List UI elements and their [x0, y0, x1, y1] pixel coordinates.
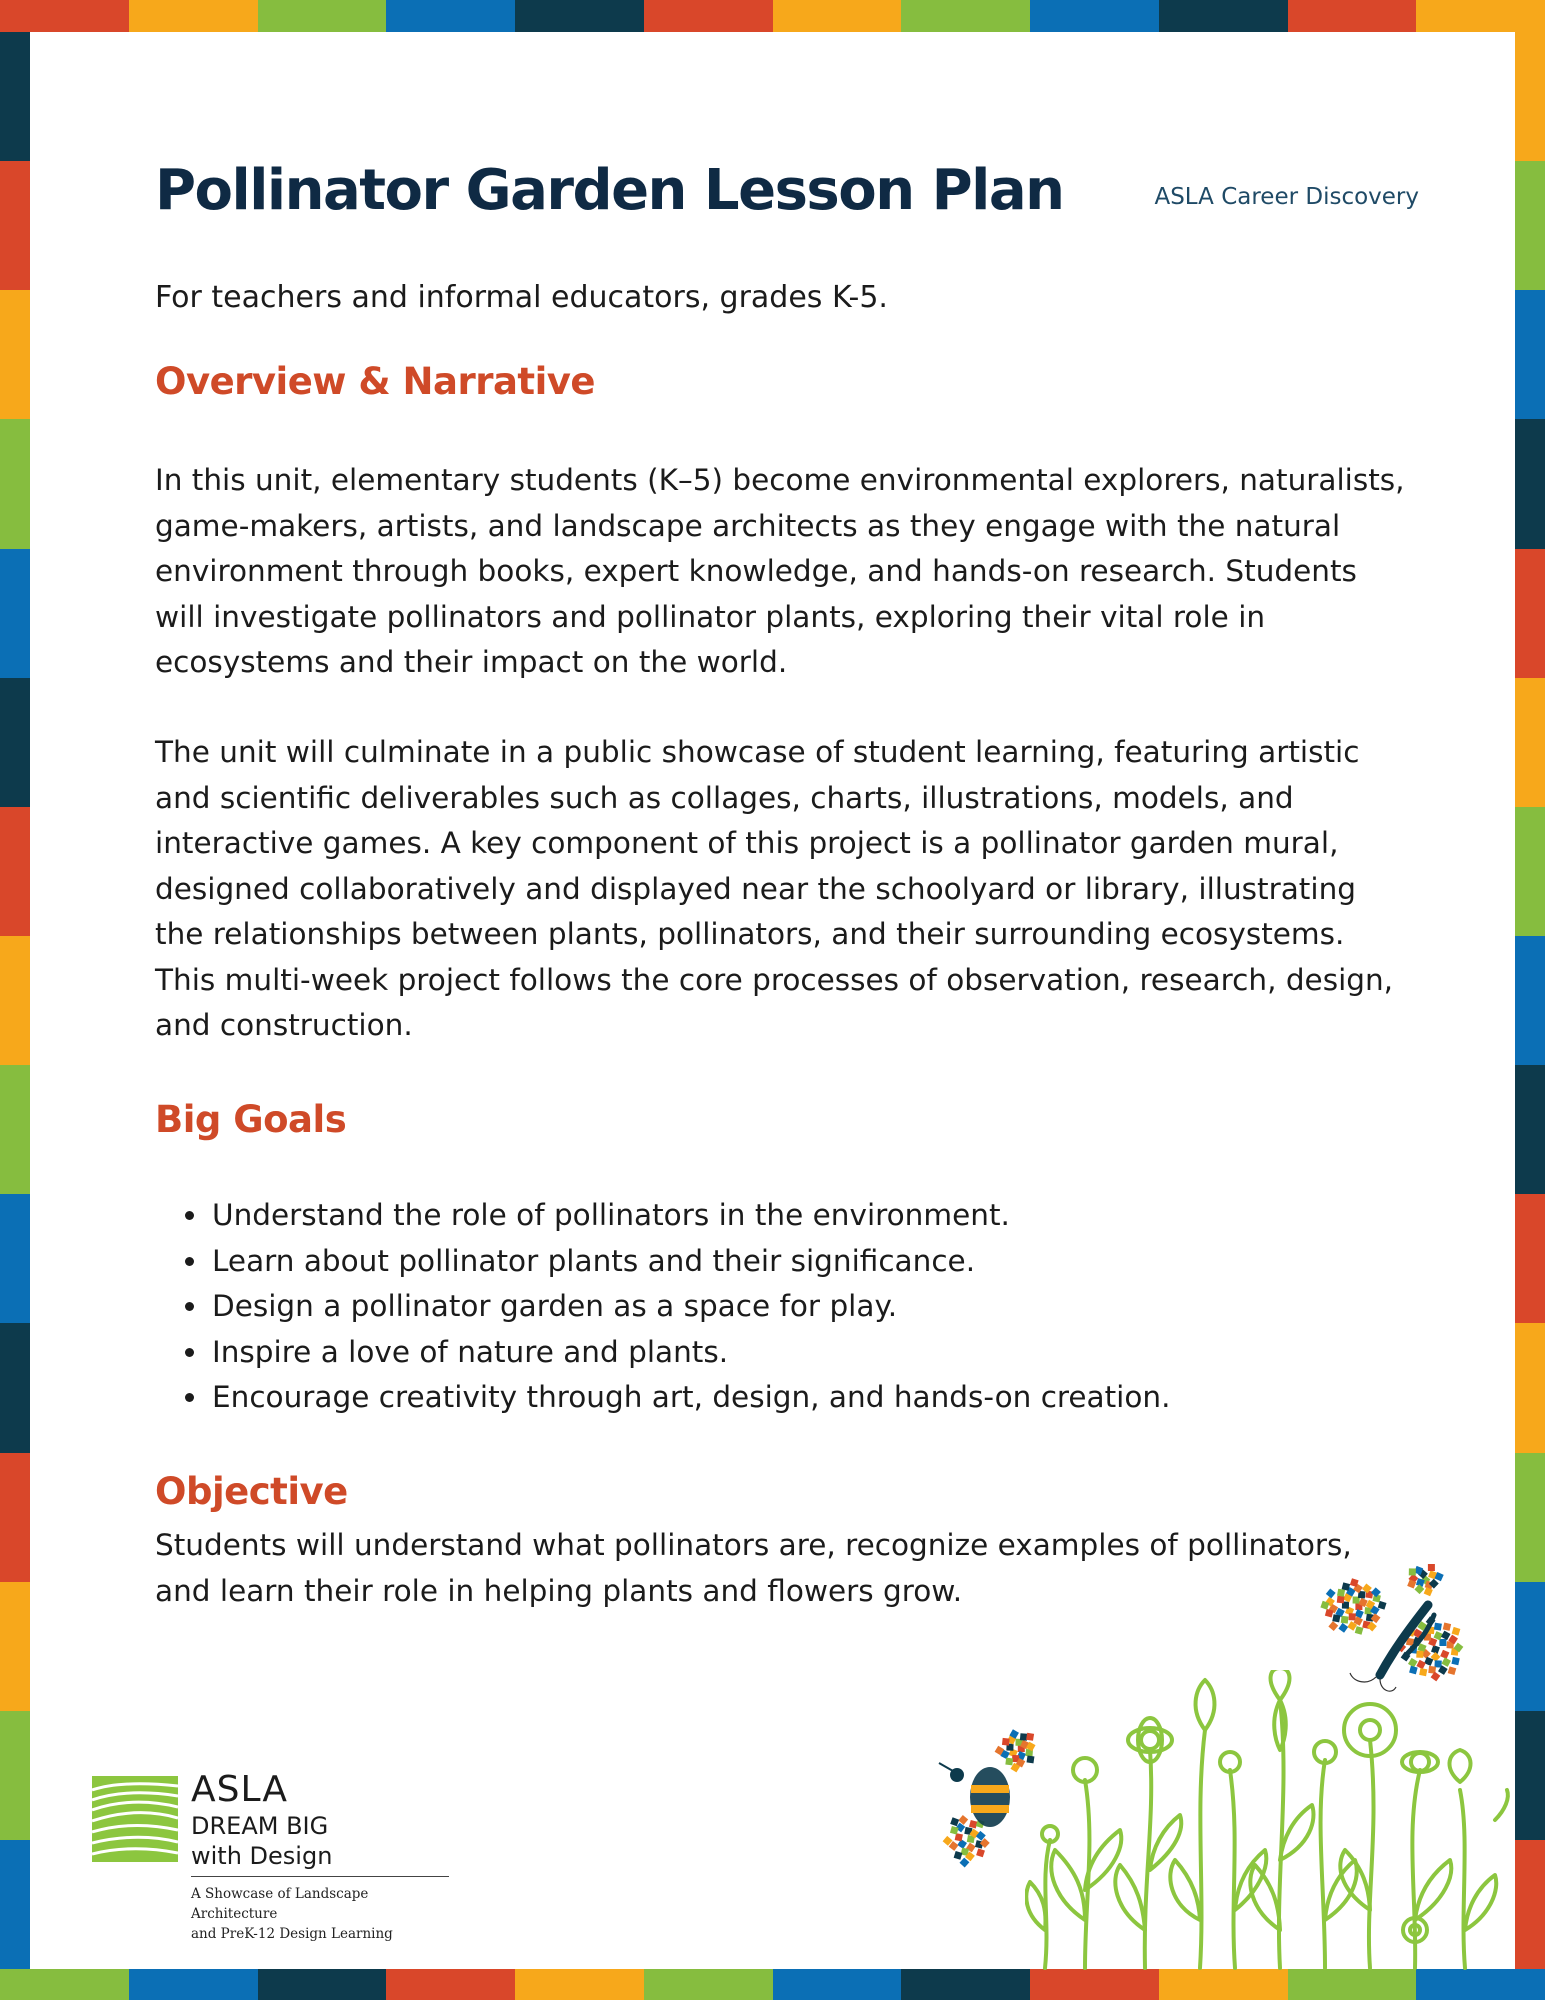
mosaic-tile	[1441, 1631, 1451, 1641]
mosaic-tile	[1439, 1639, 1446, 1646]
border-block	[1515, 32, 1545, 161]
border-block	[0, 32, 30, 161]
border-block	[1515, 807, 1545, 936]
border-block	[0, 1453, 30, 1582]
border-block	[1159, 0, 1288, 32]
border-block	[0, 290, 30, 419]
border-block	[129, 0, 258, 32]
border-block	[0, 1582, 30, 1711]
intro-text: For teachers and informal educators, grades K-5.	[155, 280, 888, 315]
border-block	[1515, 1453, 1545, 1582]
mosaic-tile	[1338, 1623, 1348, 1633]
mosaic-tile	[1326, 1588, 1336, 1598]
plants-line-art	[1025, 1670, 1515, 1970]
list-item: • Learn about pollinator plants and their significance.	[210, 1239, 1410, 1285]
border-block	[1515, 1711, 1545, 1840]
logo-with-design-text: with Design	[191, 1842, 333, 1870]
mosaic-tile	[1416, 1660, 1425, 1669]
border-block	[0, 936, 30, 1065]
objective-text: Students will understand what pollinators are, recognize examples of pollinators, and learn their role in helping plants and flowers grow.	[155, 1528, 1352, 1608]
border-block	[1515, 1065, 1545, 1194]
list-item: • Design a pollinator garden as a space for play.	[210, 1284, 1410, 1330]
border-block	[0, 678, 30, 807]
border-block	[1515, 290, 1545, 419]
border-block	[0, 419, 30, 548]
border-block	[1416, 0, 1545, 32]
border-block	[1030, 1969, 1159, 2000]
border-block	[1515, 1323, 1545, 1452]
mosaic-tile	[1409, 1568, 1416, 1575]
bottom-border-band	[0, 1969, 1545, 2000]
logo-subtitle-line-1: A Showcase of Landscape Architecture	[191, 1886, 369, 1922]
overview-paragraph-2: The unit will culminate in a public showcase of student learning, featuring artistic and scientific deliverables such as collages, charts, illustrations, models, and interactive games. A key component of this project is a pollinator garden mural, designed collaboratively and displayed near the schoolyard or library, illustrating the relationships between plants, pollinators, and their surrounding ecosystems. This multi-week project follows the core processes of observation, research, design, and construction.	[155, 735, 1394, 1042]
list-item: • Inspire a love of nature and plants.	[210, 1330, 1410, 1376]
logo-dream-big-text: DREAM BIG	[191, 1812, 329, 1840]
right-border-band	[1515, 32, 1545, 1969]
border-block	[1515, 161, 1545, 290]
border-block	[386, 0, 515, 32]
border-block	[515, 1969, 644, 2000]
border-block	[386, 1969, 515, 2000]
mosaic-tile	[1416, 1651, 1423, 1658]
border-block	[1159, 1969, 1288, 2000]
border-block	[773, 0, 902, 32]
mosaic-tile	[1341, 1616, 1349, 1624]
mosaic-tile	[1337, 1589, 1345, 1597]
mosaic-tile	[1434, 1623, 1442, 1631]
border-block	[901, 0, 1030, 32]
mosaic-tile	[1408, 1658, 1418, 1668]
border-block	[0, 0, 129, 32]
mosaic-tile	[1002, 1738, 1010, 1746]
asla-dream-big-logo	[92, 1769, 452, 1942]
border-block	[0, 1065, 30, 1194]
landscape-stripes-icon	[92, 1776, 178, 1862]
mosaic-tile	[1355, 1609, 1364, 1618]
goals-heading: Big Goals	[155, 1098, 347, 1141]
mosaic-tile	[1332, 1614, 1340, 1622]
mosaic-tile	[1443, 1623, 1451, 1631]
overview-paragraph-1: In this unit, elementary students (K–5) become environmental explorers, naturalists, game-makers, artists, and landscape architects as they engage with the natural environment through books, expert knowledge, and hands-on research. Students will investigate pollinators and pollinator plants, exploring their vital role in ecosystems and their impact on the world.	[155, 463, 1405, 679]
border-block	[0, 1840, 30, 1969]
overview-heading: Overview & Narrative	[155, 360, 595, 403]
border-block	[1030, 0, 1159, 32]
logo-subtitle	[191, 1884, 452, 1944]
list-item: • Understand the role of pollinators in the environment.	[210, 1193, 1410, 1239]
objective-heading: Objective	[155, 1470, 348, 1513]
page-title: Pollinator Garden Lesson Plan	[155, 158, 1064, 223]
left-border-band	[0, 32, 30, 1969]
mosaic-tile	[950, 1817, 959, 1826]
border-block	[901, 1969, 1030, 2000]
border-block	[1515, 936, 1545, 1065]
border-block	[1416, 1969, 1545, 2000]
logo-divider	[191, 1876, 449, 1877]
border-block	[644, 1969, 773, 2000]
border-block	[0, 807, 30, 936]
border-block	[1288, 1969, 1417, 2000]
border-block	[773, 1969, 902, 2000]
mosaic-tile	[1328, 1621, 1338, 1631]
border-block	[0, 1711, 30, 1840]
border-block	[1515, 678, 1545, 807]
mosaic-tile	[1355, 1626, 1364, 1635]
mosaic-tile	[1349, 1613, 1356, 1620]
mosaic-tile	[1452, 1627, 1461, 1636]
logo-subtitle-line-2: and PreK-12 Design Learning	[191, 1926, 393, 1942]
border-block	[1515, 1194, 1545, 1323]
logo-asla-text: ASLA	[191, 1769, 288, 1810]
mosaic-tile	[1337, 1596, 1345, 1604]
mosaic-tile	[1434, 1660, 1441, 1667]
brand-tag: ASLA Career Discovery	[1154, 184, 1419, 210]
border-block	[258, 1969, 387, 2000]
border-block	[1288, 0, 1417, 32]
border-block	[0, 1969, 129, 2000]
goals-list	[155, 1193, 1410, 1421]
mosaic-tile	[976, 1848, 985, 1857]
mosaic-tile	[1442, 1657, 1451, 1666]
mosaic-tile	[1428, 1564, 1435, 1571]
border-block	[1515, 419, 1545, 548]
mosaic-tile	[954, 1851, 963, 1860]
border-block	[0, 549, 30, 678]
mosaic-tile	[1451, 1657, 1459, 1665]
border-block	[644, 0, 773, 32]
list-item: • Encourage creativity through art, design, and hands-on creation.	[210, 1375, 1410, 1421]
border-block	[1515, 1582, 1545, 1711]
border-block	[258, 0, 387, 32]
border-block	[1515, 1840, 1545, 1969]
border-block	[0, 1194, 30, 1323]
mosaic-tile	[1005, 1758, 1013, 1766]
border-block	[1515, 549, 1545, 678]
top-border-band	[0, 0, 1545, 32]
border-block	[0, 1323, 30, 1452]
mosaic-tile	[969, 1820, 978, 1829]
border-block	[515, 0, 644, 32]
border-block	[129, 1969, 258, 2000]
border-block	[0, 161, 30, 290]
